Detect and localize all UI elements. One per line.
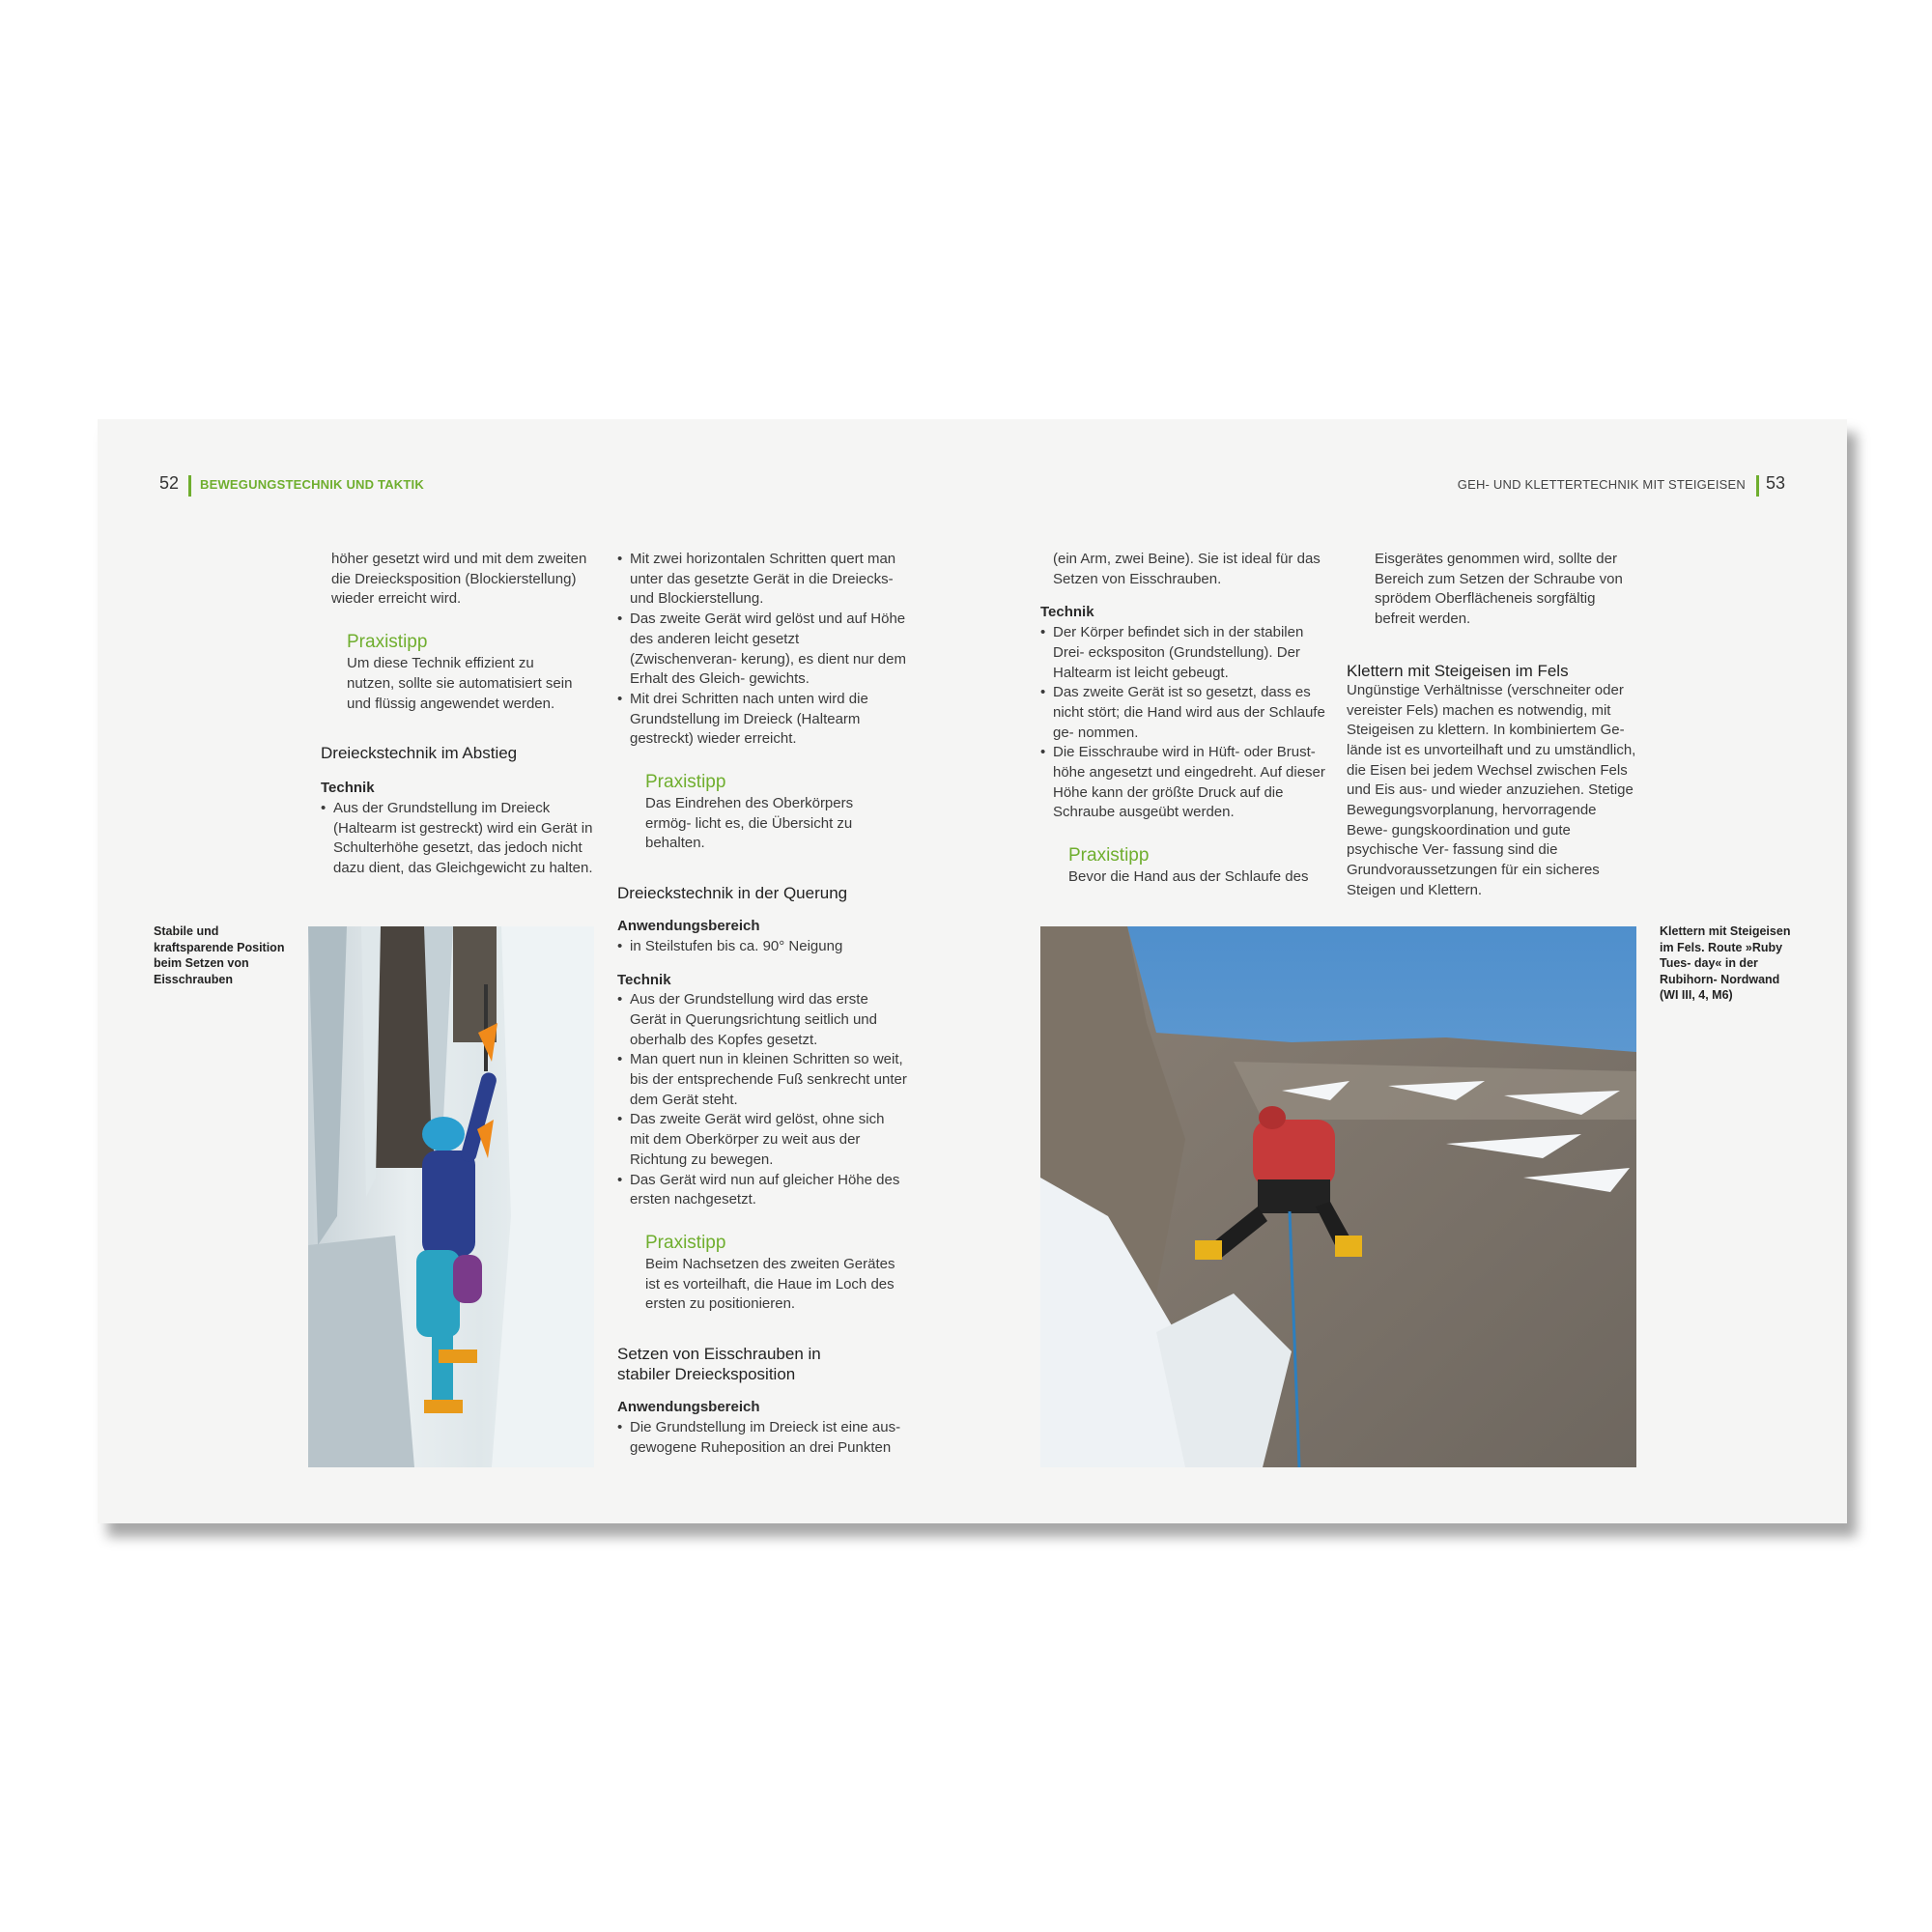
- left-header-bar: [188, 475, 191, 497]
- col2-bullet: • Mit zwei horizontalen Schritten quert man unter das gesetzte Gerät in die Dreiecks- und Blockierstellung.: [617, 550, 907, 610]
- right-photo-caption: Klettern mit Steigeisen im Fels. Route »Ruby Tues- day« in der Rubihorn- Nordwand (WI III, 4, M6): [1660, 924, 1791, 1002]
- col1-sub: Technik: [321, 780, 375, 797]
- column-2: [617, 550, 907, 1458]
- col3-tip-text: Bevor die Hand aus der Schlaufe des: [1068, 868, 1309, 886]
- col2-sub2: Technik: [617, 971, 671, 988]
- col3-intro: (ein Arm, zwei Beine). Sie ist ideal für das Setzen von Eisschrauben.: [1053, 551, 1321, 587]
- col2-bullet: • Aus der Grundstellung wird das erste Gerät in Querungsrichtung seitlich und oberhalb des Kopfes gesetzt.: [617, 990, 907, 1050]
- col3-bullet: • Der Körper befindet sich in der stabilen Drei- eckspositon (Grundstellung). Der Haltearm ist leicht gebeugt.: [1040, 623, 1330, 683]
- col4-body: Ungünstige Verhältnisse (verschneiter oder vereister Fels) machen es notwendig, mit Steigeisen zu klettern. In kombiniertem Ge- lände ist es unvorteilhaft und zu umständlich, die Eisen bei jedem Wechsel zwischen Fels und Eis aus- und wieder anzuziehen. Stetige Bewegungsvorplanung, hervorragende Bewe- gungskoordination und gute psychische Ver- fassung sind die Grundvoraussetzungen für ein sicheres Steigen und Klettern.: [1347, 681, 1636, 898]
- col3-bullet: • Die Eisschraube wird in Hüft- oder Brust- höhe angesetzt und eingedreht. Auf dieser Höhe kann der größte Druck auf die Schraube ausgeübt werden.: [1040, 743, 1330, 823]
- col2-bullet: • Die Grundstellung im Dreieck ist eine aus- gewogene Ruheposition an drei Punkten: [617, 1418, 907, 1458]
- column-4: [1347, 550, 1636, 901]
- col3-bullet: • Das zweite Gerät ist so gesetzt, dass es nicht stört; die Hand wird aus der Schlaufe ge- nommen.: [1040, 683, 1330, 743]
- col4-heading: Klettern mit Steigeisen im Fels: [1347, 661, 1569, 680]
- col2-bullet: • Man quert nun in kleinen Schritten so weit, bis der entsprechende Fuß senkrecht unter dem Gerät steht.: [617, 1050, 907, 1110]
- book-spread: [98, 419, 1847, 1523]
- col3-tip-heading: Praxistipp: [1068, 845, 1150, 867]
- col2-bullet: • Das Gerät wird nun auf gleicher Höhe des ersten nachgesetzt.: [617, 1171, 907, 1210]
- column-3: [1040, 550, 1330, 888]
- column-1: [321, 550, 601, 879]
- left-photo-caption: Stabile und kraftsparende Position beim Setzen von Eisschrauben: [154, 924, 285, 986]
- col2-heading1: Dreieckstechnik in der Querung: [617, 884, 848, 903]
- col2-bullet: • in Steilstufen bis ca. 90° Neigung: [617, 937, 907, 957]
- left-page-number: 52: [159, 473, 180, 493]
- col1-heading: Dreieckstechnik im Abstieg: [321, 744, 518, 763]
- col2-tip1-text: Das Eindrehen des Oberkörpers ermög- licht es, die Übersicht zu behalten.: [645, 795, 854, 852]
- col2-tip2-text: Beim Nachsetzen des zweiten Gerätes ist es vorteilhaft, die Haue im Loch des ersten zu positionieren.: [645, 1255, 895, 1313]
- rock-climber-photo: [1040, 926, 1636, 1467]
- right-running-head: GEH- UND KLETTERTECHNIK MIT STEIGEISEN: [1457, 477, 1746, 492]
- col1-tip-heading: Praxistipp: [347, 632, 428, 653]
- col2-bullet: • Mit drei Schritten nach unten wird die Grundstellung im Dreieck (Haltearm gestreckt) wieder erreicht.: [617, 690, 907, 750]
- col2-sub1: Anwendungsbereich: [617, 918, 760, 935]
- col1-tip-text: Um diese Technik effizient zu nutzen, sollte sie automatisiert sein und flüssig angewendet werden.: [347, 655, 573, 712]
- ice-climber-photo: [308, 926, 594, 1467]
- col1-intro: höher gesetzt wird und mit dem zweiten die Dreiecksposition (Blockierstellung) wieder erreicht wird.: [331, 551, 587, 608]
- col4-intro: Eisgerätes genommen wird, sollte der Bereich zum Setzen der Schraube von sprödem Oberflächeneis sorgfältig befreit werden.: [1375, 551, 1623, 628]
- col2-sub3: Anwendungsbereich: [617, 1399, 760, 1416]
- col1-bullet: • Aus der Grundstellung im Dreieck (Haltearm ist gestreckt) wird ein Gerät in Schulterhöhe gesetzt, das jedoch nicht dazu dient, das Gleichgewicht zu halten.: [321, 799, 601, 879]
- col2-bullet: • Das zweite Gerät wird gelöst und auf Höhe des anderen leicht gesetzt (Zwischenveran- kerung), es dient nur dem Erhalt des Gleich- gewichts.: [617, 610, 907, 690]
- col2-tip2-heading: Praxistipp: [645, 1232, 726, 1253]
- col3-sub: Technik: [1040, 604, 1094, 621]
- right-page-number: 53: [1765, 473, 1785, 493]
- col2-tip1-heading: Praxistipp: [645, 772, 726, 793]
- left-running-head: BEWEGUNGSTECHNIK UND TAKTIK: [200, 477, 424, 492]
- right-header-bar: [1756, 475, 1759, 497]
- col2-heading2: Setzen von Eisschrauben in stabiler Dreiecksposition: [617, 1345, 821, 1384]
- col2-bullet: • Das zweite Gerät wird gelöst, ohne sich mit dem Oberkörper zu weit aus der Richtung zu bewegen.: [617, 1110, 907, 1170]
